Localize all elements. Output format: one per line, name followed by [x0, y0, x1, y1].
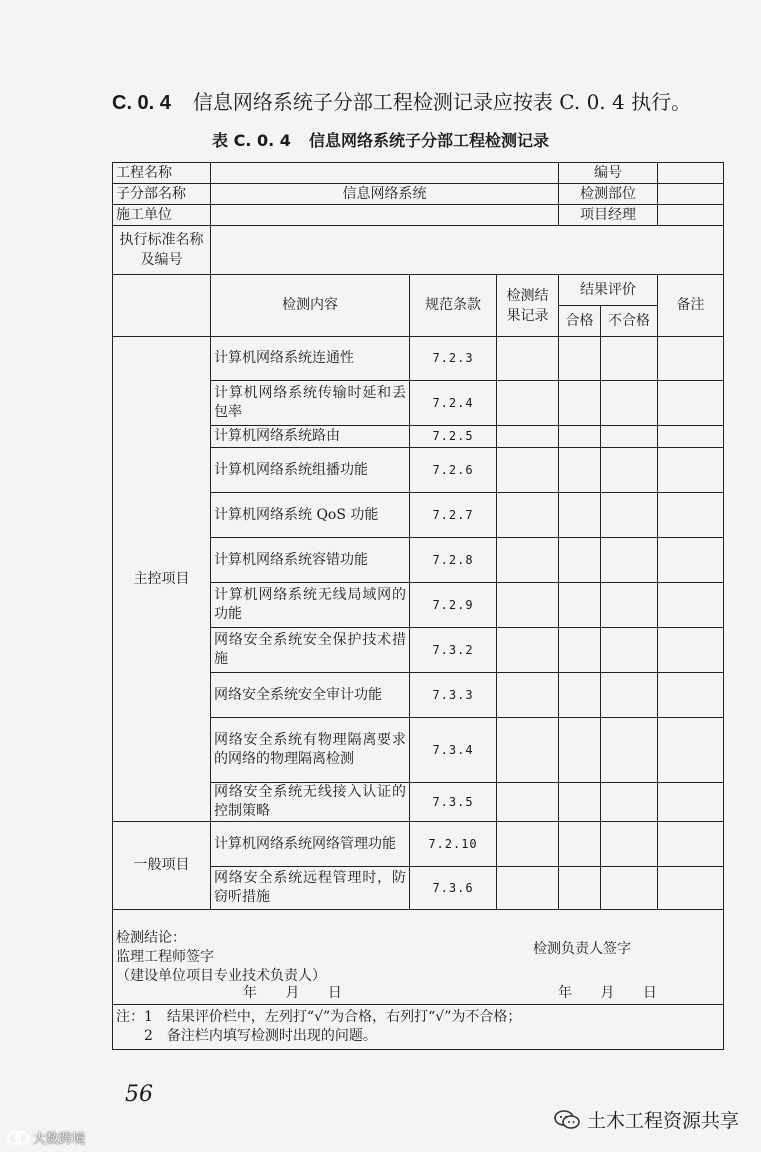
date-right: 年 月 日 [558, 985, 669, 1001]
table-row [113, 337, 724, 381]
fail-cell [601, 718, 658, 783]
record-cell [497, 381, 559, 426]
table-caption [0, 128, 761, 151]
conclusion-row [113, 910, 724, 1005]
item-cell: 网络安全系统有物理隔离要求的网络的物理隔离检测 [211, 718, 410, 783]
clause-cell: 7.2.8 [410, 538, 497, 583]
item-cell: 计算机网络系统 QoS 功能 [211, 493, 410, 538]
page-number: 56 [125, 1082, 153, 1107]
date-left: 年 月 日 [243, 985, 354, 1001]
remarks-cell [658, 448, 724, 493]
notes-cell [113, 1005, 724, 1050]
pass-cell [559, 718, 601, 783]
clause-cell: 7.2.10 [410, 822, 497, 867]
contractor-label: 施工单位 [113, 205, 211, 226]
subdivision-value: 信息网络系统 [211, 184, 559, 205]
fail-cell [601, 493, 658, 538]
evaluation-header: 结果评价 [559, 275, 658, 306]
clause-cell: 7.2.5 [410, 426, 497, 448]
item-cell: 计算机网络系统网络管理功能 [211, 822, 410, 867]
record-cell [497, 822, 559, 867]
section-number: C. 0. 4 [112, 92, 171, 114]
column-header-row-1 [113, 275, 724, 306]
pass-cell [559, 583, 601, 628]
fail-cell [601, 867, 658, 910]
standard-label: 执行标准名称及编号 [113, 226, 211, 275]
brand-badge [553, 1106, 739, 1133]
serial-value [658, 163, 724, 184]
pass-cell [559, 493, 601, 538]
clause-cell: 7.3.3 [410, 673, 497, 718]
record-header: 检测结果记录 [497, 275, 559, 337]
clause-cell: 7.3.4 [410, 718, 497, 783]
remarks-cell [658, 718, 724, 783]
clause-header: 规范条款 [410, 275, 497, 337]
project-name-label: 工程名称 [113, 163, 211, 184]
remarks-cell [658, 783, 724, 822]
brand-text: 土木工程资源共享 [586, 1110, 739, 1132]
clause-cell: 7.2.6 [410, 448, 497, 493]
fail-cell [601, 448, 658, 493]
location-label: 检测部位 [559, 184, 658, 205]
pass-cell [559, 448, 601, 493]
note-line: 注：1 结果评价栏中，左列打“√”为合格，右列打“√”为不合格； [116, 1009, 522, 1025]
clause-cell: 7.2.3 [410, 337, 497, 381]
serial-label: 编号 [559, 163, 658, 184]
standard-row [113, 226, 724, 275]
inspector-signature-label: 检测负责人签字 [533, 941, 631, 957]
inspection-record-table [112, 162, 724, 1050]
item-cell: 计算机网络系统无线局域网的功能 [211, 583, 410, 628]
watermark-text: 大数跨境 [33, 1132, 86, 1147]
fail-cell [601, 583, 658, 628]
fail-cell [601, 673, 658, 718]
supervisor-signature-label: 监理工程师签字 [116, 948, 214, 965]
contractor-value [211, 205, 559, 226]
record-cell [497, 493, 559, 538]
record-cell [497, 538, 559, 583]
remarks-cell [658, 583, 724, 628]
table-number: 表 C. 0. 4 [212, 131, 291, 150]
pass-cell [559, 822, 601, 867]
fail-cell [601, 822, 658, 867]
table-row [113, 822, 724, 867]
record-cell [497, 628, 559, 673]
clause-cell: 7.2.9 [410, 583, 497, 628]
remarks-cell [658, 381, 724, 426]
remarks-cell [658, 628, 724, 673]
group-label: 一般项目 [113, 822, 211, 910]
pass-header: 合格 [559, 306, 601, 337]
fail-cell [601, 381, 658, 426]
clause-cell: 7.2.7 [410, 493, 497, 538]
notes-row [113, 1005, 724, 1050]
record-cell [497, 673, 559, 718]
location-value [658, 184, 724, 205]
item-cell: 计算机网络系统连通性 [211, 337, 410, 381]
fail-cell [601, 628, 658, 673]
item-cell: 网络安全系统远程管理时，防窃听措施 [211, 867, 410, 910]
conclusion-cell [113, 910, 724, 1005]
manager-label: 项目经理 [559, 205, 658, 226]
clause-cell: 7.3.6 [410, 867, 497, 910]
manager-value [658, 205, 724, 226]
project-name-value [211, 163, 559, 184]
pass-cell [559, 381, 601, 426]
section-text: 信息网络系统子分部工程检测记录应按表 C. 0. 4 执行。 [192, 90, 692, 114]
item-cell: 网络安全系统安全保护技术措施 [211, 628, 410, 673]
supervisor-note: （建设单位项目专业技术负责人） [116, 967, 326, 984]
subdivision-row [113, 184, 724, 205]
note-line: 2 备注栏内填写检测时出现的问题。 [116, 1028, 377, 1044]
conclusion-label: 检测结论： [116, 929, 186, 946]
subdivision-label: 子分部名称 [113, 184, 211, 205]
fail-cell [601, 538, 658, 583]
remarks-cell [658, 337, 724, 381]
pass-cell [559, 538, 601, 583]
content-header: 检测内容 [211, 275, 410, 337]
remarks-cell [658, 822, 724, 867]
record-cell [497, 583, 559, 628]
pass-cell [559, 337, 601, 381]
clause-cell: 7.3.2 [410, 628, 497, 673]
record-cell [497, 718, 559, 783]
item-cell: 计算机网络系统容错功能 [211, 538, 410, 583]
fail-cell [601, 337, 658, 381]
section-heading [112, 86, 691, 115]
pass-cell [559, 673, 601, 718]
remarks-cell [658, 426, 724, 448]
item-cell: 网络安全系统无线接入认证的控制策略 [211, 783, 410, 822]
record-cell [497, 337, 559, 381]
watermark [6, 1128, 85, 1147]
clause-cell: 7.3.5 [410, 783, 497, 822]
blank-header-cell [113, 275, 211, 337]
fail-header: 不合格 [601, 306, 658, 337]
circle-logo-icon [6, 1130, 30, 1146]
remarks-cell [658, 538, 724, 583]
remarks-header: 备注 [658, 275, 724, 337]
clause-cell: 7.2.4 [410, 381, 497, 426]
pass-cell [559, 628, 601, 673]
remarks-cell [658, 867, 724, 910]
item-cell: 计算机网络系统组播功能 [211, 448, 410, 493]
record-cell [497, 426, 559, 448]
record-cell [497, 448, 559, 493]
group-label: 主控项目 [113, 337, 211, 822]
remarks-cell [658, 493, 724, 538]
fail-cell [601, 783, 658, 822]
contractor-row [113, 205, 724, 226]
pass-cell [559, 783, 601, 822]
project-name-row [113, 163, 724, 184]
item-cell: 计算机网络系统传输时延和丢包率 [211, 381, 410, 426]
item-cell: 网络安全系统安全审计功能 [211, 673, 410, 718]
pass-cell [559, 426, 601, 448]
fail-cell [601, 426, 658, 448]
item-cell: 计算机网络系统路由 [211, 426, 410, 448]
pass-cell [559, 867, 601, 910]
record-cell [497, 867, 559, 910]
remarks-cell [658, 673, 724, 718]
table-title: 信息网络系统子分部工程检测记录 [308, 131, 549, 150]
standard-value [211, 226, 724, 275]
wechat-icon [553, 1109, 581, 1131]
record-cell [497, 783, 559, 822]
